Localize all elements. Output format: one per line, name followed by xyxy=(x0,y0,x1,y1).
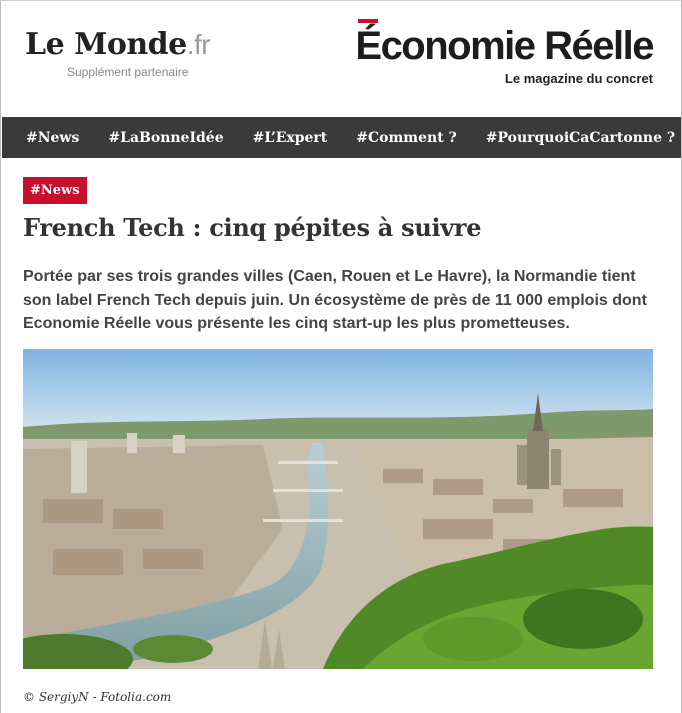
nav-item-news[interactable]: #News xyxy=(26,129,80,146)
magazine-logo[interactable] xyxy=(355,23,653,69)
magazine-logo-text: conomie Réelle xyxy=(380,24,653,68)
nav-item-labonneidee[interactable]: #LaBonneIdée xyxy=(108,129,224,146)
magazine-logo-accent-letter: É xyxy=(355,24,381,68)
lemonde-logo-suffix: .fr xyxy=(186,29,211,60)
lemonde-logo[interactable] xyxy=(25,27,210,63)
category-tag[interactable]: #News xyxy=(23,177,87,204)
magazine-logo-block[interactable] xyxy=(355,23,653,86)
photo-credit: © SergiyN - Fotolia.com xyxy=(23,690,172,704)
lemonde-logo-block[interactable] xyxy=(25,27,210,79)
article-title: French Tech : cinq pépites à suivre xyxy=(23,213,482,242)
nav-item-pourquoicacartonne[interactable]: #PourquoiCaCartonne ? xyxy=(485,129,676,146)
lemonde-logo-text: Le Monde xyxy=(25,27,187,62)
main-nav xyxy=(2,117,681,158)
magazine-tagline: Le magazine du concret xyxy=(504,71,653,86)
rouen-cityscape-image xyxy=(23,349,653,669)
partner-subtitle: Supplément partenaire xyxy=(67,65,189,79)
nav-item-lexpert[interactable]: #L’Expert xyxy=(252,129,328,146)
site-header xyxy=(1,1,681,117)
article-photo xyxy=(23,349,653,669)
nav-item-comment[interactable]: #Comment ? xyxy=(356,129,457,146)
article-lead: Portée par ses trois grandes villes (Caen, Rouen et Le Havre), la Normandie tient son label French Tech depuis juin. Un écosystème de près de 11 000 emplois dont Economie Réelle vous présente les cinq start-up les plus prometteuses. xyxy=(23,268,647,332)
